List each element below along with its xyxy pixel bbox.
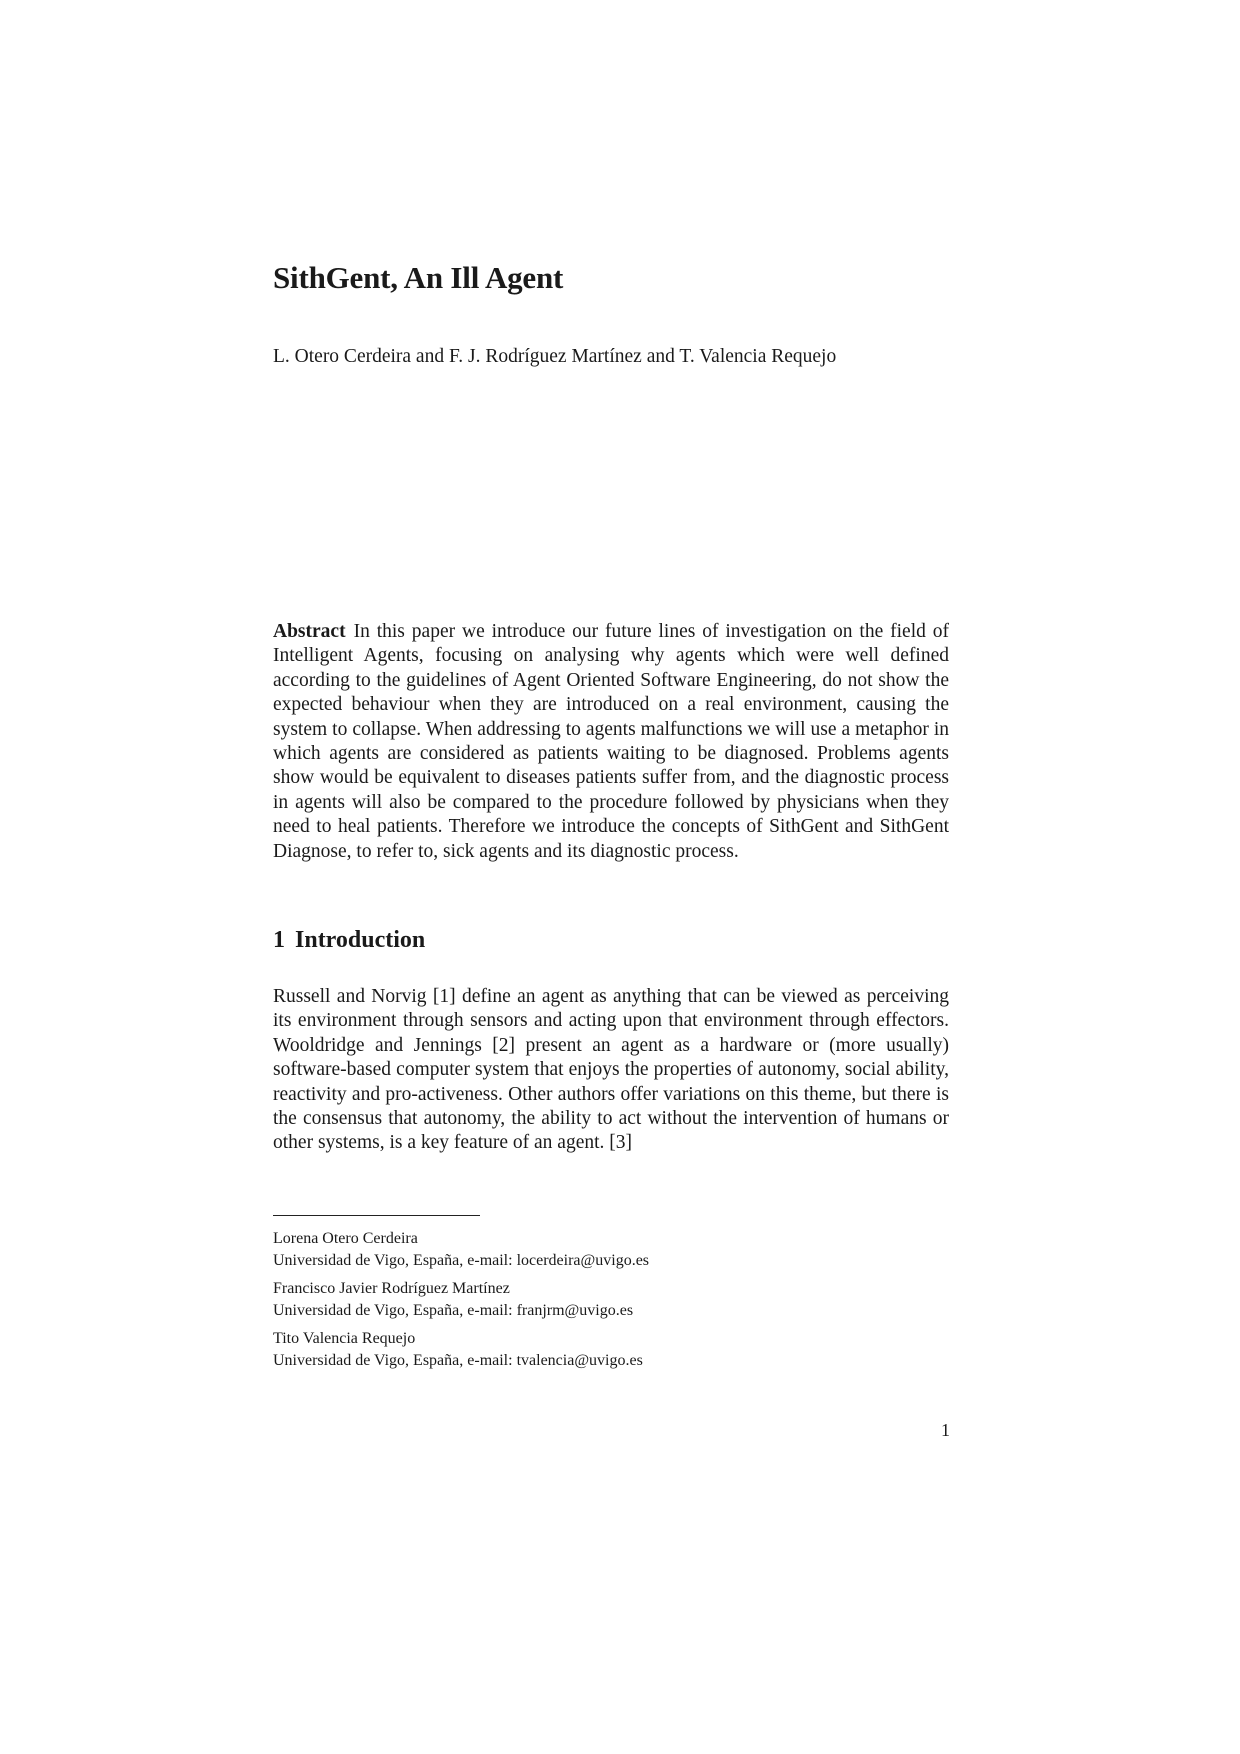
abstract-label: Abstract bbox=[273, 621, 346, 642]
section-title: Introduction bbox=[295, 927, 426, 953]
abstract bbox=[273, 620, 949, 864]
introduction-paragraph: Russell and Norvig [1] define an agent as anything that can be viewed as perceiving its environment through sensors and acting upon that environment through effectors. Wooldridge and Jennings [2] present an agent as a hardware or (more usually) software-based computer system that enjoys the properties of autonomy, social ability, reactivity and pro-activeness. Other authors offer variations on this theme, but there is the consensus that autonomy, the ability to act without the intervention of humans or other systems, is a key feature of an agent. [3] bbox=[273, 986, 949, 1154]
footnote-author-name: Francisco Javier Rodríguez Martínez bbox=[273, 1280, 510, 1297]
page-number: 1 bbox=[941, 1420, 950, 1440]
footnote-author-affiliation: Universidad de Vigo, España, e-mail: tvalencia@uvigo.es bbox=[273, 1352, 643, 1369]
footnote-author-affiliation: Universidad de Vigo, España, e-mail: franjrm@uvigo.es bbox=[273, 1302, 634, 1319]
footnote-author bbox=[273, 1278, 949, 1322]
footnote-author-name: Tito Valencia Requejo bbox=[273, 1330, 416, 1347]
section-heading-introduction bbox=[273, 925, 949, 955]
author-line: L. Otero Cerdeira and F. J. Rodríguez Martínez and T. Valencia Requejo bbox=[273, 346, 837, 367]
footnote-author bbox=[273, 1328, 949, 1372]
footnote-divider bbox=[273, 1215, 480, 1216]
footnote-author-name: Lorena Otero Cerdeira bbox=[273, 1230, 418, 1247]
footnote-author-affiliation: Universidad de Vigo, España, e-mail: locerdeira@uvigo.es bbox=[273, 1252, 650, 1269]
abstract-text: In this paper we introduce our future lines of investigation on the field of Intelligent Agents, focusing on analysing why agents which were well defined according to the guidelines of Agent Oriented Software Engineering, do not show the expected behaviour when they are introduced on a real environment, causing the system to collapse. When addressing to agents malfunctions we will use a metaphor in which agents are considered as patients waiting to be diagnosed. Problems agents show would be equivalent to diseases patients suffer from, and the diagnostic process in agents will also be compared to the procedure followed by physicians when they need to heal patients. Therefore we introduce the concepts of SithGent and SithGent Diagnose, to refer to, sick agents and its diagnostic process. bbox=[273, 621, 949, 862]
section-number: 1 bbox=[273, 927, 285, 953]
author-footnotes bbox=[273, 1228, 949, 1378]
footnote-author bbox=[273, 1228, 949, 1272]
paper-title: SithGent, An Ill Agent bbox=[273, 260, 564, 295]
